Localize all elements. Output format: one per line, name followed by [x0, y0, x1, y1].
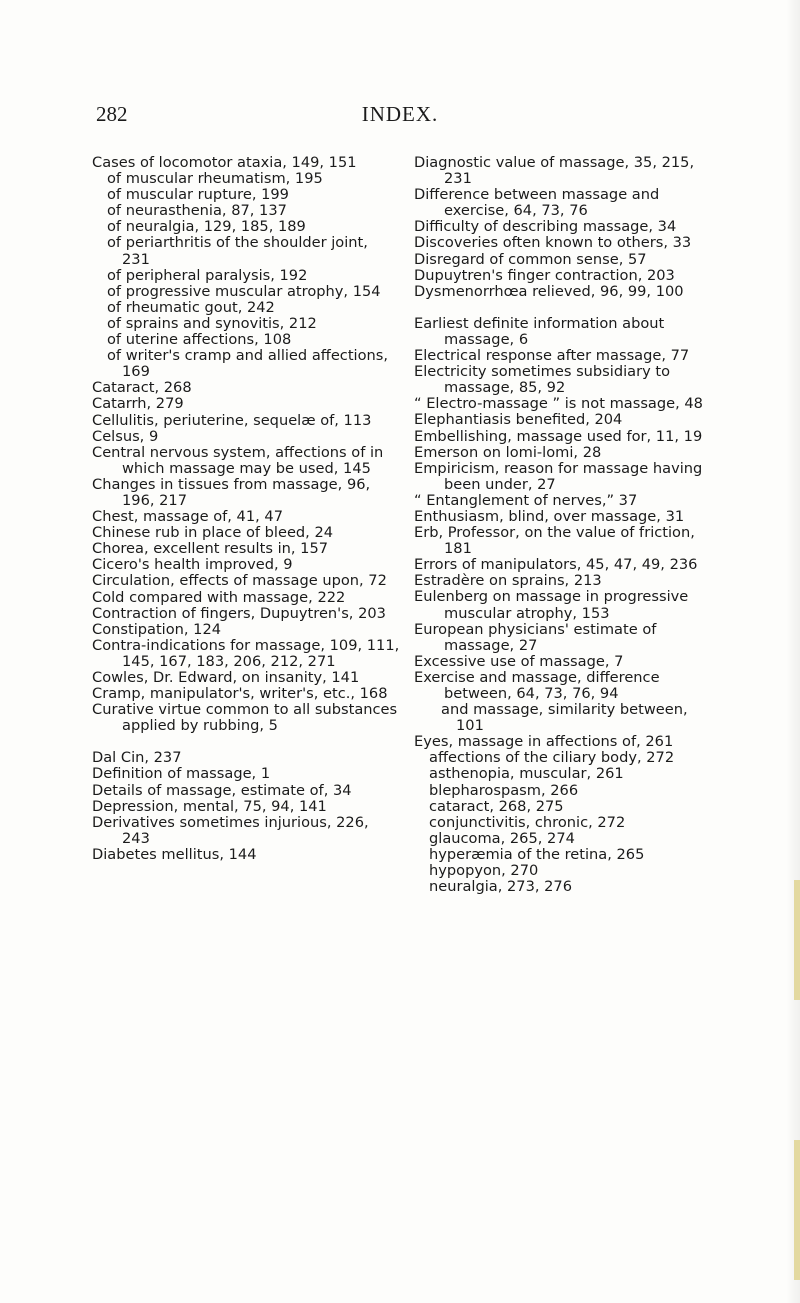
- index-column-left: [92, 155, 400, 863]
- index-entry: Contraction of fingers, Dupuytren's, 203: [92, 604, 386, 622]
- index-subentry: neuralgia, 273, 276: [429, 878, 573, 896]
- index-subentry: conjunctivitis, chronic, 272: [429, 813, 626, 831]
- index-entry: Difficulty of describing massage, 34: [414, 218, 677, 236]
- index-entry: Definition of massage, 1: [92, 765, 271, 783]
- index-entry: Dupuytren's finger contraction, 203: [414, 266, 675, 284]
- page-title: INDEX.: [361, 102, 439, 126]
- index-entry: “ Entanglement of nerves,” 37: [414, 491, 638, 509]
- index-entry: Eulenberg on massage in progressive muscular atrophy, 153: [414, 588, 689, 622]
- index-subentry: of neuralgia, 129, 185, 189: [107, 218, 306, 236]
- index-entry: Discoveries often known to others, 33: [414, 234, 692, 252]
- index-subentry: and massage, similarity between, 101: [441, 701, 688, 735]
- index-subentry: of sprains and synovitis, 212: [107, 314, 317, 332]
- index-entry: Changes in tissues from massage, 96, 196, 217: [92, 475, 371, 509]
- index-entry: Erb, Professor, on the value of friction, 181: [414, 524, 695, 558]
- index-subentry: of periarthritis of the shoulder joint, 231: [107, 234, 368, 268]
- index-entry: Estradère on sprains, 213: [414, 572, 602, 590]
- index-entry: Dal Cin, 237: [92, 749, 182, 767]
- index-entry: Central nervous system, affections of in which massage may be used, 145: [92, 443, 384, 477]
- index-subentry: hypopyon, 270: [429, 862, 539, 880]
- index-entry: Cramp, manipulator's, writer's, etc., 168: [92, 685, 388, 703]
- index-subentry: blepharospasm, 266: [429, 781, 579, 799]
- index-entry: Exercise and massage, difference between, 64, 73, 76, 94: [414, 668, 660, 702]
- index-entry: Cases of locomotor ataxia, 149, 151: [92, 154, 357, 171]
- index-entry: Constipation, 124: [92, 620, 222, 638]
- index-entry: Dysmenorrhœa relieved, 96, 99, 100: [414, 282, 684, 300]
- index-entry: Depression, mental, 75, 94, 141: [92, 797, 327, 815]
- index-entry: Chorea, excellent results in, 157: [92, 540, 329, 558]
- index-subentry: of uterine affections, 108: [107, 331, 292, 349]
- index-entry: Errors of manipulators, 45, 47, 49, 236: [414, 556, 698, 574]
- index-entry: Empiricism, reason for massage having been under, 27: [414, 459, 703, 493]
- index-subentry: of muscular rheumatism, 195: [107, 170, 323, 188]
- index-entry: Enthusiasm, blind, over massage, 31: [414, 507, 685, 525]
- index-column-right: [414, 155, 712, 895]
- index-entry: Circulation, effects of massage upon, 72: [92, 572, 387, 590]
- index-entry: Electricity sometimes subsidiary to massage, 85, 92: [414, 363, 671, 397]
- index-entry: Disregard of common sense, 57: [414, 250, 647, 268]
- index-entry: Earliest definite information about massage, 6: [414, 314, 665, 348]
- index-subentry: of writer's cramp and allied affections, 169: [107, 347, 389, 381]
- page-edge-shadow: [786, 0, 800, 1303]
- index-entry: Chest, massage of, 41, 47: [92, 508, 283, 526]
- index-entry: Eyes, massage in affections of, 261: [414, 733, 674, 751]
- index-entry: Derivatives sometimes injurious, 226, 243: [92, 813, 369, 847]
- index-subentry: of rheumatic gout, 242: [107, 298, 275, 316]
- index-entry: “ Electro-massage ” is not massage, 48: [414, 395, 703, 413]
- index-entry: Cicero's health improved, 9: [92, 556, 293, 574]
- index-entry: Curative virtue common to all substances applied by rubbing, 5: [92, 701, 398, 735]
- page-edge-stain: [794, 1140, 800, 1280]
- index-entry: Catarrh, 279: [92, 395, 184, 413]
- index-subentry: cataract, 268, 275: [429, 797, 564, 815]
- index-entry: Contra-indications for massage, 109, 111, 145, 167, 183, 206, 212, 271: [92, 636, 400, 670]
- index-subentry: of neurasthenia, 87, 137: [107, 202, 287, 220]
- index-entry: Cataract, 268: [92, 379, 192, 397]
- index-entry: Diagnostic value of massage, 35, 215, 231: [414, 154, 695, 188]
- index-entry: Details of massage, estimate of, 34: [92, 781, 352, 799]
- index-entry: Excessive use of massage, 7: [414, 652, 624, 670]
- index-entry: Cowles, Dr. Edward, on insanity, 141: [92, 669, 360, 686]
- index-subentry: glaucoma, 265, 274: [429, 829, 575, 847]
- index-subentry: of peripheral paralysis, 192: [107, 266, 308, 284]
- index-subentry: of muscular rupture, 199: [107, 186, 289, 204]
- index-subentry: of progressive muscular atrophy, 154: [107, 282, 381, 300]
- index-subentry: asthenopia, muscular, 261: [429, 765, 624, 783]
- index-entry: Embellishing, massage used for, 11, 19: [414, 427, 703, 445]
- index-entry: European physicians' estimate of massage, 27: [414, 620, 657, 654]
- index-entry: Electrical response after massage, 77: [414, 347, 690, 365]
- page-header: [0, 102, 800, 132]
- index-entry: Cold compared with massage, 222: [92, 588, 346, 606]
- index-entry: Chinese rub in place of bleed, 24: [92, 524, 334, 542]
- page-edge-stain: [794, 880, 800, 1000]
- index-entry: Elephantiasis benefited, 204: [414, 411, 623, 429]
- index-entry: Cellulitis, periuterine, sequelæ of, 113: [92, 411, 372, 429]
- index-subentry: hyperæmia of the retina, 265: [429, 845, 645, 863]
- index-entry: Diabetes mellitus, 144: [92, 845, 257, 863]
- index-entry: Celsus, 9: [92, 427, 159, 445]
- page-number: 282: [96, 102, 128, 126]
- index-entry: Emerson on lomi-lomi, 28: [414, 443, 602, 461]
- index-entry: Difference between massage and exercise, 64, 73, 76: [414, 186, 660, 220]
- index-subentry: affections of the ciliary body, 272: [429, 749, 675, 767]
